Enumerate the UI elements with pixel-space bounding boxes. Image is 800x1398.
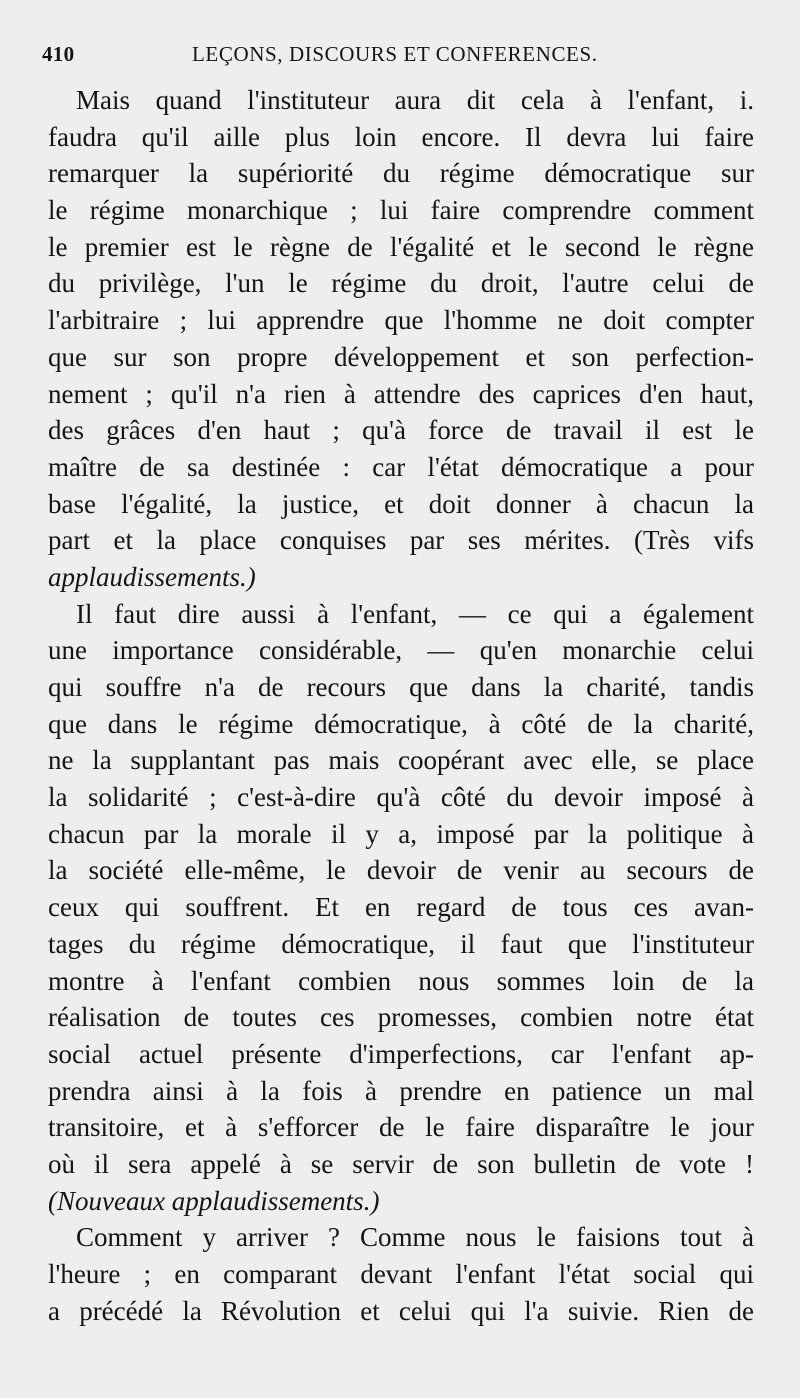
text-line: réalisation de toutes ces promesses, combien notre état [48,1002,754,1033]
text-line: que dans le régime démocratique, à côté de la charité, [48,708,754,739]
text-line: qui souffre n'a de recours que dans la charité, tandis [48,672,754,702]
text-line: (Nouveaux applaudissements.) [48,1185,380,1216]
text-line: l'arbitraire ; lui apprendre que l'homme ne doit compter [48,305,754,336]
text-line: où il sera appelé à se servir de son bulletin de vote ! [48,1148,754,1179]
text-line: que sur son propre développement et son perfection- [48,341,754,372]
text-line: applaudissements.) [48,561,256,592]
text-line: tages du régime démocratique, il faut que l'instituteur [48,928,754,959]
text-line: Il faut dire aussi à l'enfant, — ce qui a également [76,598,754,629]
text-line: le régime monarchique ; lui faire comprendre comment [48,195,754,226]
text-line: remarquer la supériorité du régime démocratique sur [48,158,754,189]
text-line: faudra qu'il aille plus loin encore. Il devra lui faire [48,121,754,152]
text-line: social actuel présente d'imperfections, car l'enfant ap- [48,1038,754,1069]
text-line: Comment y arriver ? Comme nous le faisions tout à [76,1222,754,1253]
text-line: Mais quand l'instituteur aura dit cela à l'enfant, i. [76,85,754,115]
text-line: le premier est le règne de l'égalité et le second le règne [48,231,754,262]
text-line: montre à l'enfant combien nous sommes loin de la [48,965,754,996]
page-number: 410 [42,42,75,66]
text-line: une importance considérable, — qu'en monarchie celui [48,635,754,666]
text-line: des grâces d'en haut ; qu'à force de travail il est le [48,415,754,446]
running-head [42,42,754,76]
text-line: la solidarité ; c'est-à-dire qu'à côté du devoir imposé à [48,782,754,813]
text-line: chacun par la morale il y a, imposé par la politique à [48,818,754,849]
text-line: ceux qui souffrent. Et en regard de tous ces avan- [48,892,754,923]
text-line: l'heure ; en comparant devant l'enfant l'état social qui [48,1259,754,1289]
text-line: nement ; qu'il n'a rien à attendre des caprices d'en haut, [48,378,754,409]
text-line: prendra ainsi à la fois à prendre en patience un mal [48,1075,754,1106]
running-title: LEÇONS, DISCOURS ET CONFERENCES. [192,42,598,66]
text-line: du privilège, l'un le régime du droit, l'autre celui de [48,268,754,299]
text-line: ne la supplantant pas mais coopérant avec elle, se place [48,745,754,776]
text-line: transitoire, et à s'efforcer de le faire disparaître le jour [48,1112,754,1143]
text-line: base l'égalité, la justice, et doit donner à chacun la [48,488,754,519]
text-line: a précédé la Révolution et celui qui l'a suivie. Rien de [48,1295,754,1326]
text-line: part et la place conquises par ses mérites. (Très vifs [48,525,754,556]
text-line: maître de sa destinée : car l'état démocratique a pour [48,451,754,482]
body-text [48,82,754,1329]
text-line: la société elle-même, le devoir de venir au secours de [48,855,754,886]
